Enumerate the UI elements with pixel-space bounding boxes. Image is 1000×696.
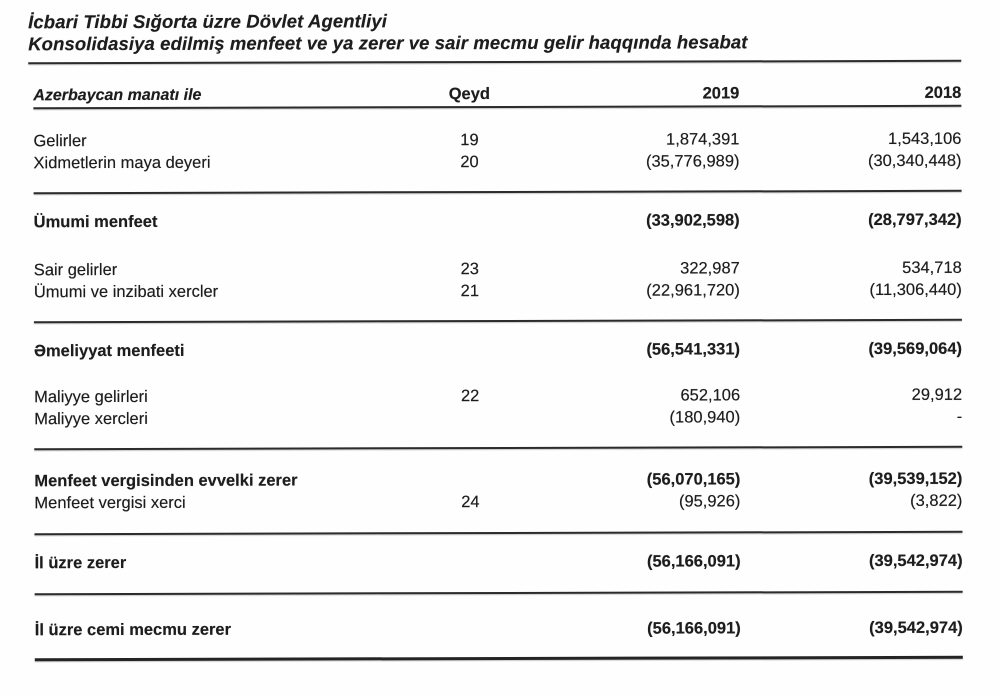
table-row-revenue xyxy=(33,128,961,152)
row-value-2019: (35,776,989) xyxy=(645,152,740,171)
table-row-other-income xyxy=(34,257,962,281)
document-title-line1: İcbari Tibbi Sığorta üzre Dövlet Agentliyi xyxy=(28,10,388,33)
table-row-cost-of-services xyxy=(33,150,961,174)
row-note-ref: 21 xyxy=(460,282,480,301)
row-note-ref: 23 xyxy=(460,260,479,279)
row-value-2018: (30,340,448) xyxy=(867,151,962,171)
row-label: Xidmetlerin maya deyeri xyxy=(33,153,211,173)
row-value-2018: (11,306,440) xyxy=(869,280,962,300)
row-value-2019: (22,961,720) xyxy=(646,281,740,300)
row-value-2018: (39,542,974) xyxy=(868,551,963,571)
row-label: Əmeliyyat menfeeti xyxy=(33,341,185,361)
total-row-operating-profit xyxy=(34,338,962,362)
row-value-2019: 1,874,391 xyxy=(666,130,740,149)
row-value-2018: (28,797,342) xyxy=(868,210,962,230)
row-note-ref: 19 xyxy=(460,131,479,150)
row-label: Ümumi ve inzibati xercler xyxy=(33,282,219,302)
row-value-2018: 534,718 xyxy=(902,258,962,277)
bottom-divider xyxy=(35,656,963,661)
row-value-2019: (180,940) xyxy=(669,408,741,427)
row-value-2019: (56,070,165) xyxy=(646,470,741,489)
row-value-2018: 29,912 xyxy=(911,385,963,404)
row-note-ref: 20 xyxy=(460,153,479,172)
row-value-2018: (3,822) xyxy=(910,491,963,510)
table-row-finance-costs xyxy=(34,406,962,430)
section-divider xyxy=(34,190,962,194)
total-row-total-comprehensive-loss xyxy=(35,617,963,641)
row-label: Sair gelirler xyxy=(33,261,118,280)
row-value-2019: (56,166,091) xyxy=(647,619,741,638)
row-note-ref: 24 xyxy=(461,493,480,512)
row-value-2019: 322,987 xyxy=(680,259,740,278)
total-row-gross-profit xyxy=(34,209,962,233)
row-value-2019: (56,166,091) xyxy=(646,552,741,571)
section-divider xyxy=(34,319,962,323)
table-row-income-tax-expense xyxy=(34,490,962,514)
row-label: İl üzre cemi mecmu zerer xyxy=(34,620,232,640)
section-divider xyxy=(35,591,963,595)
row-label: Gelirler xyxy=(33,132,87,151)
section-divider xyxy=(34,531,962,535)
row-label: Menfeet vergisi xerci xyxy=(34,493,186,513)
total-row-loss-before-tax xyxy=(34,468,962,492)
title-divider xyxy=(28,60,961,64)
row-value-2018: (39,542,974) xyxy=(869,618,963,638)
row-value-2018: 1,543,106 xyxy=(888,129,962,148)
row-value-2018: - xyxy=(956,407,963,426)
row-value-2019: (56,541,331) xyxy=(646,340,741,359)
header-note-column: Qeyd xyxy=(448,85,490,104)
header-currency-note: Azerbaycan manatı ile xyxy=(33,86,202,105)
row-label: Menfeet vergisinden evvelki zerer xyxy=(34,471,298,491)
table-header-row xyxy=(33,82,961,107)
document-title-line2: Konsolidasiya edilmiş menfeet ve ya zerer ve sair mecmu gelir haqqında hesabat xyxy=(28,31,748,55)
header-year-2019: 2019 xyxy=(702,84,740,103)
row-label: Ümumi menfeet xyxy=(33,212,158,232)
row-note-ref: 22 xyxy=(460,387,480,406)
row-label: Maliyye gelirleri xyxy=(34,387,148,407)
row-value-2019: 652,106 xyxy=(680,386,741,405)
row-value-2019: (95,926) xyxy=(678,492,741,511)
total-row-loss-for-year xyxy=(35,550,963,574)
row-label: İl üzre zerer xyxy=(34,553,127,573)
table-row-general-admin-expenses xyxy=(34,279,962,303)
section-divider xyxy=(34,446,962,450)
row-value-2018: (39,569,064) xyxy=(868,339,963,359)
row-value-2019: (33,902,598) xyxy=(646,211,740,230)
row-value-2018: (39,539,152) xyxy=(868,469,963,489)
row-label: Maliyye xercleri xyxy=(34,409,148,429)
header-year-2018: 2018 xyxy=(924,83,962,102)
table-row-finance-income xyxy=(34,384,962,408)
